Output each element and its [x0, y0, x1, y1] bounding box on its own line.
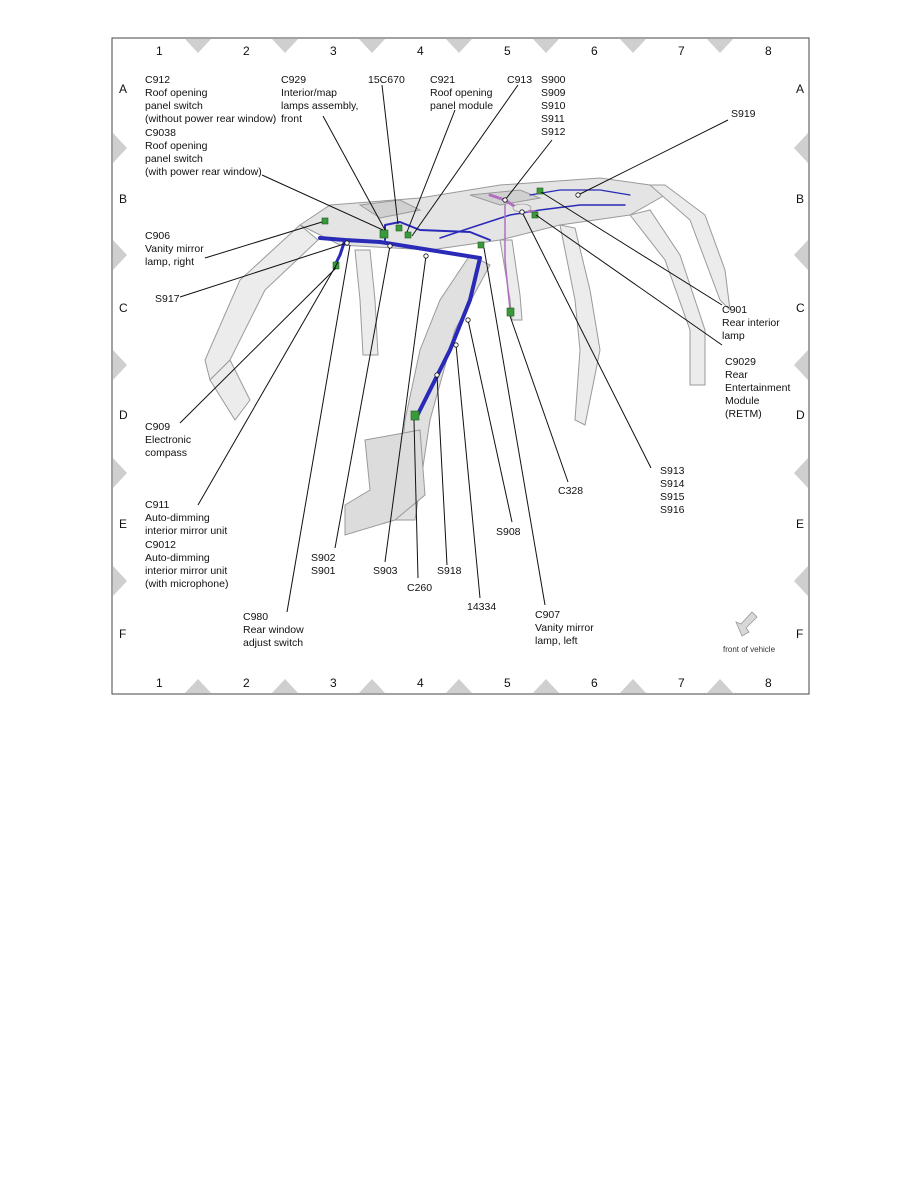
callout-line: Vanity mirror	[145, 243, 204, 255]
callout-line: Interior/map	[281, 87, 338, 99]
callout-line: front	[281, 113, 303, 125]
col-label: 7	[678, 44, 685, 58]
col-label: 2	[243, 676, 250, 690]
row-label: E	[119, 517, 128, 531]
callout-line: Electronic	[145, 434, 192, 446]
callout-line: Roof opening	[430, 87, 493, 99]
callout-line: Auto-dimming	[145, 512, 210, 524]
callout-15c670	[368, 74, 405, 86]
callout-line: Module	[725, 395, 760, 407]
callout-line: interior mirror unit	[145, 565, 228, 577]
callout-line: Roof opening	[145, 87, 208, 99]
callout-line: Rear window	[243, 624, 304, 636]
connector-c921	[405, 232, 411, 238]
connector-c906	[322, 218, 328, 224]
col-label: 1	[156, 44, 163, 58]
row-label: C	[796, 301, 805, 315]
col-label: 1	[156, 676, 163, 690]
callout-line: (with microphone)	[145, 578, 229, 590]
callout-line: interior mirror unit	[145, 525, 228, 537]
connector-c328	[507, 308, 514, 316]
callout-line: Auto-dimming	[145, 552, 210, 564]
callout-14334	[467, 601, 496, 613]
callout-line: S915	[660, 491, 685, 503]
row-label: E	[796, 517, 805, 531]
callout-line: Entertainment	[725, 382, 791, 394]
callout-line: (with power rear window)	[145, 166, 262, 178]
callout-line: S912	[541, 126, 566, 138]
callout-s900-group	[541, 74, 566, 138]
callout-line: S916	[660, 504, 685, 516]
connector-c260	[411, 411, 419, 420]
row-label: A	[119, 82, 128, 96]
callout-line: lamp	[722, 330, 745, 342]
callout-line: lamps assembly,	[281, 100, 359, 112]
col-label: 7	[678, 676, 685, 690]
col-label: 8	[765, 676, 772, 690]
callout-line: S900	[541, 74, 566, 86]
row-label: D	[796, 408, 805, 422]
callout-line: S918	[437, 565, 462, 577]
callout-line: panel module	[430, 100, 494, 112]
row-label: B	[119, 192, 128, 206]
callout-line: panel switch	[145, 100, 203, 112]
callout-line: Rear interior	[722, 317, 780, 329]
callout-line: C912	[145, 74, 171, 86]
callout-line: C909	[145, 421, 171, 433]
callout-s917	[155, 293, 180, 305]
front-of-vehicle-label: front of vehicle	[723, 645, 776, 654]
row-label: B	[796, 192, 805, 206]
callout-line: panel switch	[145, 153, 203, 165]
col-label: 6	[591, 676, 598, 690]
connector-c907	[478, 242, 484, 248]
callout-line: C9029	[725, 356, 756, 368]
callout-c913	[507, 74, 532, 86]
callout-line: C260	[407, 582, 433, 594]
callout-c260	[407, 582, 432, 594]
callout-line: 14334	[467, 601, 497, 613]
col-label: 2	[243, 44, 250, 58]
callout-line: S908	[496, 526, 521, 538]
callout-line: S919	[731, 108, 756, 120]
callout-line: lamp, right	[145, 256, 195, 268]
col-label: 3	[330, 44, 337, 58]
callout-line: S910	[541, 100, 566, 112]
callout-c328	[558, 485, 583, 497]
callout-line: S902	[311, 552, 336, 564]
callout-line: 15C670	[368, 74, 405, 86]
callout-line: Rear	[725, 369, 748, 381]
callout-line: C9012	[145, 539, 176, 551]
col-label: 4	[417, 44, 424, 58]
row-label: F	[796, 627, 804, 641]
connector-c929	[380, 230, 388, 238]
callout-line: S917	[155, 293, 180, 305]
callout-line: C907	[535, 609, 561, 621]
callout-s919	[731, 108, 756, 120]
callout-line: S909	[541, 87, 566, 99]
row-label: A	[796, 82, 805, 96]
col-label: 6	[591, 44, 598, 58]
col-label: 5	[504, 44, 511, 58]
callout-s913-group	[660, 465, 685, 516]
callout-line: adjust switch	[243, 637, 304, 649]
callout-line: C929	[281, 74, 307, 86]
callout-line: S901	[311, 565, 336, 577]
col-label: 8	[765, 44, 772, 58]
col-label: 5	[504, 676, 511, 690]
callout-line: C921	[430, 74, 456, 86]
connector-c9029	[532, 212, 538, 218]
callout-s908	[496, 526, 521, 538]
callout-line: Roof opening	[145, 140, 208, 152]
callout-line: C901	[722, 304, 748, 316]
callout-s903	[373, 565, 398, 577]
callout-line: C906	[145, 230, 171, 242]
col-label: 4	[417, 676, 424, 690]
callout-line: S903	[373, 565, 398, 577]
callout-line: S911	[541, 113, 565, 125]
callout-line: lamp, left	[535, 635, 578, 647]
callout-line: compass	[145, 447, 188, 459]
callout-line: S914	[660, 478, 685, 490]
callout-line: C9038	[145, 127, 176, 139]
callout-line: Vanity mirror	[535, 622, 594, 634]
row-label: C	[119, 301, 128, 315]
row-label: F	[119, 627, 127, 641]
callout-line: C911	[145, 499, 170, 511]
callout-line: C913	[507, 74, 533, 86]
callout-line: (RETM)	[725, 408, 762, 420]
connector-c15c670	[396, 225, 402, 231]
callout-line: S913	[660, 465, 685, 477]
callout-s918	[437, 565, 462, 577]
callout-line: (without power rear window)	[145, 113, 277, 125]
col-label: 3	[330, 676, 337, 690]
callout-s902-group	[311, 552, 336, 577]
callout-line: C980	[243, 611, 269, 623]
row-label: D	[119, 408, 128, 422]
callout-line: C328	[558, 485, 584, 497]
